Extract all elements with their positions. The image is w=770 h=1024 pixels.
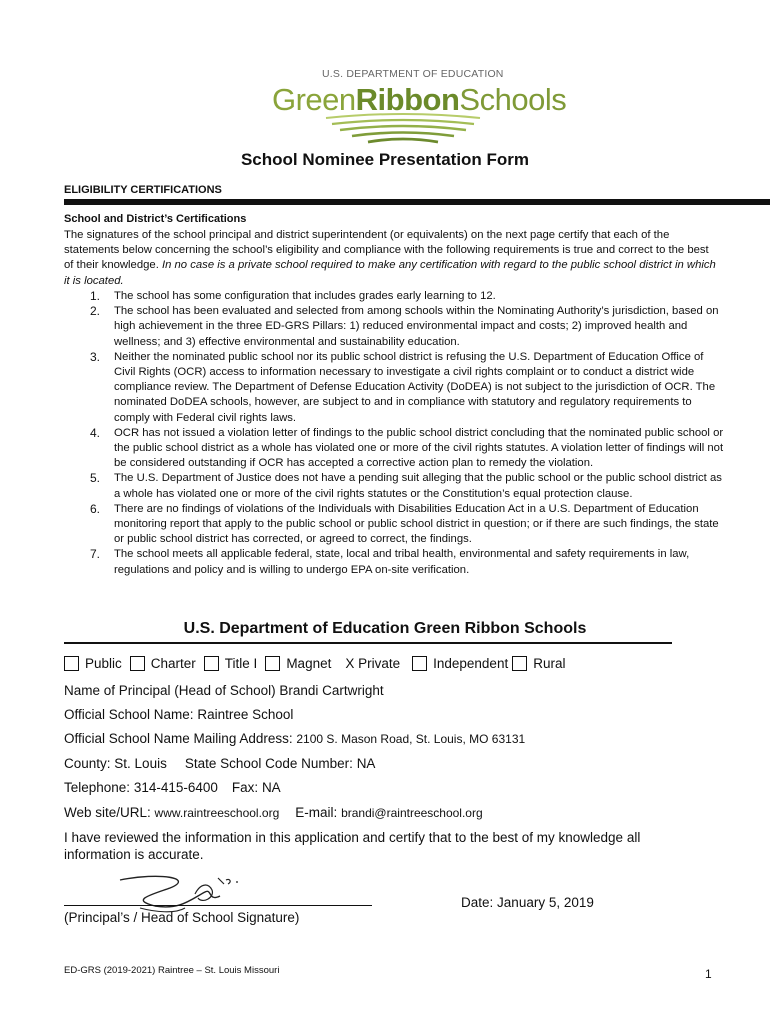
principal-line <box>64 683 384 698</box>
web-value[interactable]: www.raintreeschool.org <box>154 806 280 820</box>
list-item: 7. The school meets all applicable federal, state, local and tribal health, environmental and safety requirements in law, regulations and policy and is willing to undergo EPA on-site verification. <box>90 547 690 576</box>
logo-word-ribbon: Ribbon <box>355 82 460 117</box>
program-heading: U.S. Department of Education Green Ribbon Schools <box>183 620 587 637</box>
date-label: Date: <box>461 895 494 910</box>
page-number: 1 <box>705 967 712 981</box>
school-name-line <box>64 707 293 722</box>
list-item: 4. OCR has not issued a violation letter of findings to the public school district concluding that the nominated public school or the public school district as a whole has violated one or more of the civil rights statutes. A violation letter of findings will not be considered outstanding if OCR has accepted a corrective action plan to remedy the violation. <box>90 425 724 470</box>
list-item: 3. Neither the nominated public school nor its public school district is refusing the U.S. Department of Education Office of Civil Rights (OCR) access to information necessary to investigate a civil rights complaint or to conduct a district wide compliance review. The Department of Defense Education Activity (DoDEA) is not subject to the jurisdiction of OCR. The nominated DoDEA schools, however, are subject to and in compliance with statutory and regulatory requirements to comply with Federal civil rights laws. <box>90 349 716 424</box>
email-label: E-mail: <box>295 805 338 820</box>
county-line <box>64 756 375 771</box>
list-item: 1. The school has some configuration that includes grades early learning to 12. <box>90 289 496 303</box>
logo-word-schools: Schools <box>459 82 567 117</box>
principal-label: Name of Principal (Head of School) <box>64 683 276 698</box>
email-value[interactable]: brandi@raintreeschool.org <box>341 806 483 820</box>
logo-word-green: Green <box>272 82 356 117</box>
program-heading-rule <box>64 642 672 644</box>
intro-text: The signatures of the school principal and district superintendent (or equivalents) on the next page certify that each of the statements below concerning the school’s eligibility and compliance with the following requirements is true and correct to the best of their knowledge. <box>64 229 709 272</box>
principal-value[interactable]: Brandi Cartwright <box>279 683 384 698</box>
magnet-checkbox[interactable] <box>265 656 280 671</box>
school-code-label: State School Code Number: <box>184 756 353 771</box>
rural-label: Rural <box>533 656 566 671</box>
address-line <box>64 731 525 746</box>
school-name-value[interactable]: Raintree School <box>197 707 294 722</box>
intro-italic-text: In no case is a private school required to make any certification with regard to the public school district in which it is located. <box>64 259 716 287</box>
address-value[interactable]: 2100 S. Mason Road, St. Louis, MO 63131 <box>296 732 526 746</box>
section-heading: School and District’s Certifications <box>64 213 247 225</box>
telephone-label: Telephone: <box>64 780 131 795</box>
web-line <box>64 805 483 820</box>
eligibility-heading: ELIGIBILITY CERTIFICATIONS <box>64 184 222 196</box>
independent-label: Independent <box>433 656 509 671</box>
fax-value[interactable]: NA <box>261 780 281 795</box>
date-value[interactable]: January 5, 2019 <box>497 895 594 910</box>
magnet-label: Magnet <box>286 656 332 671</box>
heading-divider <box>64 199 770 205</box>
address-label: Official School Name Mailing Address: <box>64 731 293 746</box>
private-selected-label: X Private <box>345 656 401 671</box>
ribbon-swoosh-icon <box>318 112 488 148</box>
intro-paragraph <box>64 228 720 289</box>
independent-checkbox[interactable] <box>412 656 427 671</box>
school-type-options <box>64 656 573 671</box>
charter-checkbox[interactable] <box>130 656 145 671</box>
county-value[interactable]: St. Louis <box>114 756 167 771</box>
public-label: Public <box>85 656 122 671</box>
school-code-value[interactable]: NA <box>356 756 376 771</box>
list-item: 5. The U.S. Department of Justice does not have a pending suit alleging that the public school or the public school district as a whole has violated one or more of the civil rights statutes or the Constitution’s equal protection clause. <box>90 471 722 500</box>
title1-label: Title I <box>224 656 258 671</box>
school-name-label: Official School Name: <box>64 707 194 722</box>
signature-line[interactable] <box>64 905 372 906</box>
telephone-value[interactable]: 314-415-6400 <box>133 780 218 795</box>
list-item: 6. There are no findings of violations of the Individuals with Disabilities Education Act in a U.S. Department of Education monitoring report that apply to the public school or public school district in question; or if there are such findings, the state or public school district has corrected, or agreed to correct, the findings. <box>90 501 719 546</box>
title1-checkbox[interactable] <box>204 656 219 671</box>
logo-agency-text: U.S. DEPARTMENT OF EDUCATION <box>322 68 504 80</box>
signature-caption: (Principal’s / Head of School Signature) <box>64 910 300 925</box>
phone-line <box>64 780 281 795</box>
list-item: 2. The school has been evaluated and selected from among schools within the Nominating Authority’s jurisdiction, based on high achievement in the three ED-GRS Pillars: 1) reduced environmental impact and costs; 2) improved health and wellness; and 3) effective environmental and sustainability education. <box>90 304 719 348</box>
fax-label: Fax: <box>231 780 259 795</box>
certification-statement: I have reviewed the information in this application and certify that to the best of my knowledge all information is accurate. <box>64 830 641 862</box>
form-title: School Nominee Presentation Form <box>240 150 530 169</box>
certification-list <box>64 289 724 578</box>
county-label: County: <box>64 756 111 771</box>
footer-text: ED-GRS (2019-2021) Raintree – St. Louis Missouri <box>64 965 280 976</box>
date-line <box>461 895 594 910</box>
public-checkbox[interactable] <box>64 656 79 671</box>
web-label: Web site/URL: <box>64 805 151 820</box>
rural-checkbox[interactable] <box>512 656 527 671</box>
charter-label: Charter <box>150 656 196 671</box>
